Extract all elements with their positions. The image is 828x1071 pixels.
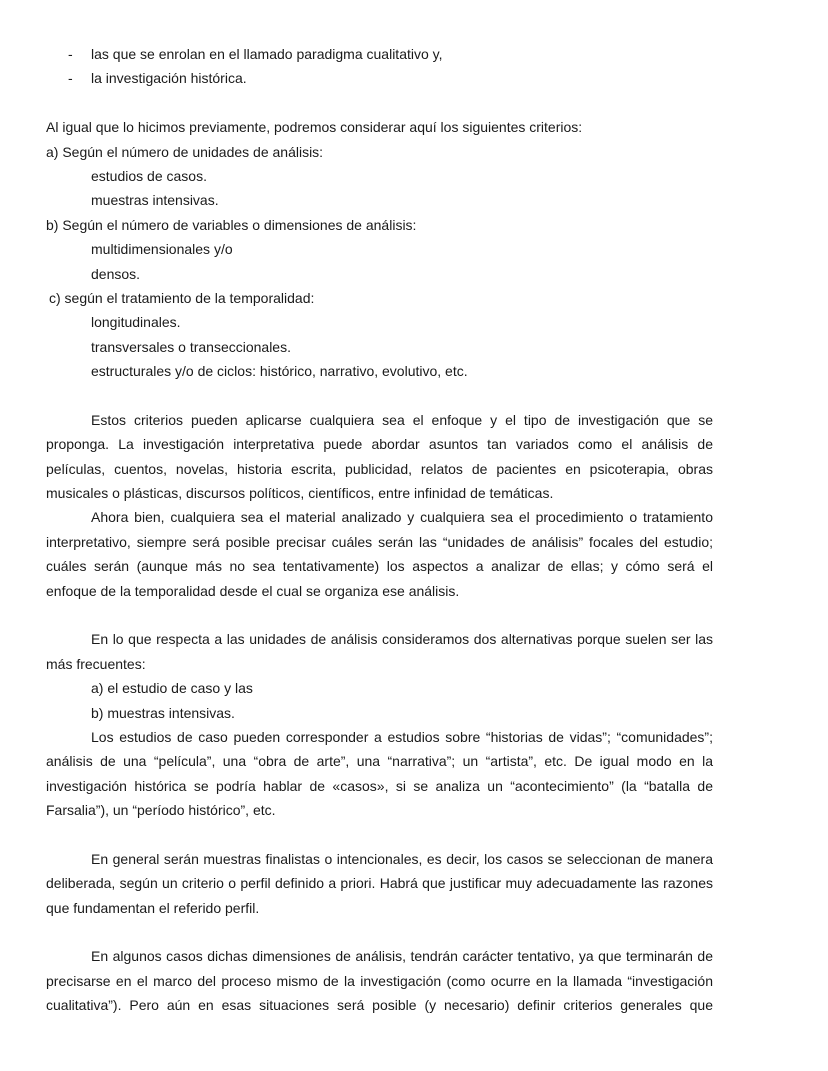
- paragraph-line: musicales o plásticas, discursos políticos, científicos, entre infinidad de temáticas.: [46, 485, 554, 502]
- paragraph-line: enfoque de la temporalidad desde el cual se organiza ese análisis.: [46, 582, 460, 599]
- criteria-intro: Al igual que lo hicimos previamente, podremos considerar aquí los siguientes criterios:: [46, 119, 583, 136]
- blank-line: [46, 920, 713, 944]
- paragraph-line: más frecuentes:: [46, 655, 146, 672]
- criteria-item: estudios de casos.: [91, 167, 207, 184]
- paragraph-line: interpretativo, siempre será posible precisar cuáles serán las “unidades de análisis” focales del estudio;: [46, 533, 713, 550]
- alternative-item: a) el estudio de caso y las: [91, 680, 253, 697]
- paragraph-line: cuáles serán (aunque más no sea tentativamente) los aspectos a analizar de ellas; y cómo será el: [46, 558, 713, 575]
- criteria-item: multidimensionales y/o: [91, 241, 233, 258]
- paragraph-line: investigación histórica se podría hablar de «casos», si se analiza un “acontecimiento” (la “batalla de: [46, 777, 713, 794]
- list-item: [46, 42, 713, 66]
- criteria-heading-c: c) según el tratamiento de la temporalidad:: [49, 289, 315, 306]
- blank-line: [46, 823, 713, 847]
- paragraph-line: Farsalia”), un “período histórico”, etc.: [46, 802, 276, 819]
- paragraph-line: En general serán muestras finalistas o intencionales, es decir, los casos se seleccionan de manera: [91, 850, 713, 867]
- bullet-dash: -: [68, 70, 73, 87]
- list-item-text: la investigación histórica.: [91, 70, 247, 87]
- criteria-heading-b: b) Según el número de variables o dimensiones de análisis:: [46, 216, 417, 233]
- paragraph: [46, 505, 713, 603]
- paragraph-line: cualitativa”). Pero aún en esas situaciones será posible (y necesario) definir criterios generales que: [46, 997, 713, 1014]
- paragraph: [46, 725, 713, 823]
- paragraph-line: Estos criterios pueden aplicarse cualquiera sea el enfoque y el tipo de investigación que se: [91, 411, 713, 428]
- paragraph-line: precisarse en el marco del proceso mismo de la investigación (como ocurre en la llamada “investigación: [46, 972, 713, 989]
- criteria-item: longitudinales.: [91, 314, 181, 331]
- criteria-heading-a: a) Según el número de unidades de análisis:: [46, 143, 324, 160]
- paragraph-line: En algunos casos dichas dimensiones de análisis, tendrán carácter tentativo, ya que terminarán de: [91, 948, 713, 965]
- criteria-item: muestras intensivas.: [91, 192, 219, 209]
- paragraph-line: deliberada, según un criterio o perfil definido a priori. Habrá que justificar muy adecuadamente las razones: [46, 875, 713, 892]
- blank-line: [46, 383, 713, 407]
- paragraph: [46, 847, 713, 920]
- blank-line: [46, 91, 713, 115]
- paragraph: [46, 944, 713, 1017]
- criteria-item: densos.: [91, 265, 141, 282]
- alternative-item: b) muestras intensivas.: [91, 704, 235, 721]
- paragraph-line: películas, cuentos, novelas, historia escrita, publicidad, relatos de pacientes en psicoterapia, obras: [46, 460, 713, 477]
- paragraph-line: Ahora bien, cualquiera sea el material analizado y cualquiera sea el procedimiento o tratamiento: [91, 509, 713, 526]
- criteria-item: transversales o transeccionales.: [91, 338, 291, 355]
- paragraph-line: proponga. La investigación interpretativa puede abordar asuntos tan variados como el análisis de: [46, 436, 713, 453]
- paragraph: [46, 408, 713, 506]
- criteria-item: estructurales y/o de ciclos: histórico, narrativo, evolutivo, etc.: [91, 363, 468, 380]
- paragraph-line: análisis de una “película”, una “obra de arte”, una “narrativa”; un “artista”, etc. De igual modo en la: [46, 753, 713, 770]
- document-body: [46, 42, 713, 1018]
- blank-line: [46, 603, 713, 627]
- paragraph-line: Los estudios de caso pueden corresponder a estudios sobre “historias de vidas”; “comunidades”;: [91, 728, 713, 745]
- list-item: [46, 66, 713, 90]
- paragraph: [46, 627, 713, 676]
- paragraph-line: que fundamentan el referido perfil.: [46, 899, 260, 916]
- paragraph-line: En lo que respecta a las unidades de análisis consideramos dos alternativas porque suelen ser las: [91, 631, 713, 648]
- list-item-text: las que se enrolan en el llamado paradigma cualitativo y,: [91, 46, 443, 62]
- bullet-dash: -: [68, 46, 73, 62]
